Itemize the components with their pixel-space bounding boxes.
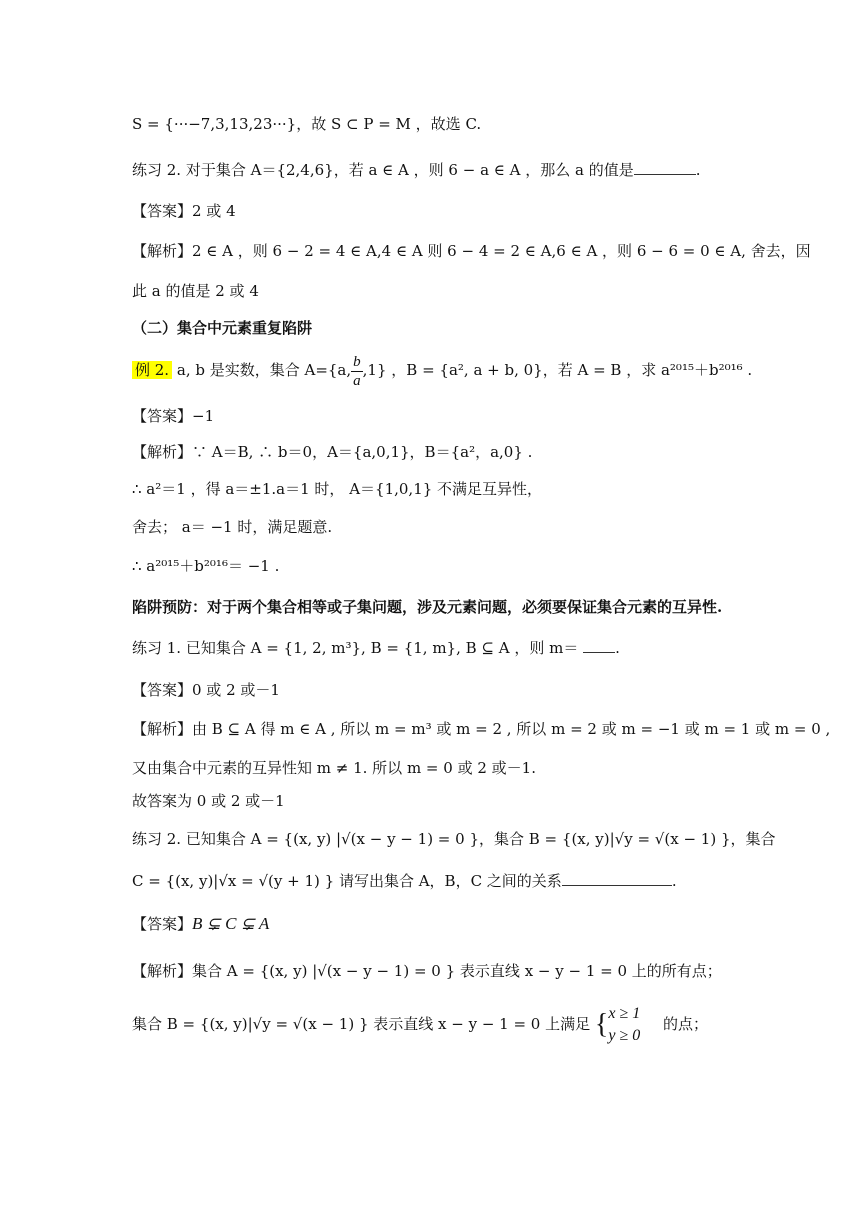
answer-line: 【答案】−1 — [132, 407, 215, 425]
solution-line: 故答案为 0 或 2 或－1 — [132, 792, 285, 810]
trap-prevention-note: 陷阱预防：对于两个集合相等或子集问题，涉及元素问题，必须要保证集合元素的互异性. — [132, 598, 723, 616]
section-heading: （二）集合中元素重复陷阱 — [132, 319, 313, 337]
inequality-system: x ≥ 1 y ≥ 0 — [608, 1005, 641, 1044]
solution-line: 【解析】2 ∈ A ，则 6 − 2 = 4 ∈ A,4 ∈ A 则 6 − 4 = 2 ∈ A,6 ∈ A ，则 6 − 6 = 0 ∈ A, 舍去，因 — [132, 242, 811, 260]
solution-line: 【解析】由 B ⊆ A 得 m ∈ A , 所以 m = m³ 或 m = 2 , 所以 m = 2 或 m = −1 或 m = 1 或 m = 0 , — [132, 720, 831, 738]
answer-blank — [562, 871, 672, 886]
solution-line: 舍去； a＝ −1 时，满足题意. — [132, 518, 333, 536]
answer-line: 【答案】0 或 2 或－1 — [132, 681, 280, 699]
solution-line: 【解析】集合 A = {(x, y) |√(x − y − 1) = 0 } 表示直线 x − y − 1 = 0 上的所有点； — [132, 962, 722, 980]
answer-line: 【答案】2 或 4 — [132, 202, 236, 220]
example-2-question: 例 2. a, b 是实数，集合 A={a, $\frac{b}{a}$ ,1} ，B = {a², a + b, 0}，若 A = B ，求 a²⁰¹⁵＋b²⁰¹⁶ . — [132, 352, 750, 390]
answer-line: 【答案】B ⊊ C ⊊ A — [132, 914, 270, 933]
answer-blank — [583, 638, 615, 653]
solution-line: 【解析】∵ A＝B, ∴ b＝0，A＝{a,0,1}，B＝{a²，a,0} . — [132, 443, 533, 461]
exercise-2b-question: 练习 2. 已知集合 A = {(x, y) |√(x − y − 1) = 0 }，集合 B = {(x, y)|√y = √(x − 1) }，集合 — [132, 830, 776, 848]
answer-blank — [634, 160, 696, 175]
fraction: $\frac{b}{a}$ — [353, 353, 361, 389]
brace: { — [594, 1009, 609, 1040]
solution-line: 此 a 的值是 2 或 4 — [132, 282, 259, 300]
solution-line: 又由集合中元素的互异性知 m ≠ 1. 所以 m = 0 或 2 或－1. — [132, 759, 536, 777]
text-line: S = {···−7,3,13,23···}，故 S ⊂ P = M ，故选 C. — [132, 115, 482, 133]
exercise-1-question: 练习 1. 已知集合 A = {1, 2, m³}, B = {1, m}, B ⊆ A ，则 m＝ . — [132, 639, 620, 657]
exercise-2b-question-cont: C = {(x, y)|√x = √(y + 1) } 请写出集合 A，B，C 之间的关系 . — [132, 872, 677, 890]
example-tag: 例 2. — [132, 361, 172, 379]
solution-line: ∴ a²＝1 ，得 a＝±1.a＝1 时， A＝{1,0,1} 不满足互异性， — [132, 480, 543, 498]
exercise-2-question: 练习 2. 对于集合 A＝{2,4,6}，若 a ∈ A ，则 6 − a ∈ A ，那么 a 的值是 . — [132, 161, 701, 179]
solution-line: 集合 B = {(x, y)|√y = √(x − 1) } 表示直线 x − y − 1 = 0 上满足 { x ≥ 1 y ≥ 0 的点； — [132, 1002, 750, 1047]
solution-line: ∴ a²⁰¹⁵＋b²⁰¹⁶＝ −1 . — [132, 557, 280, 575]
